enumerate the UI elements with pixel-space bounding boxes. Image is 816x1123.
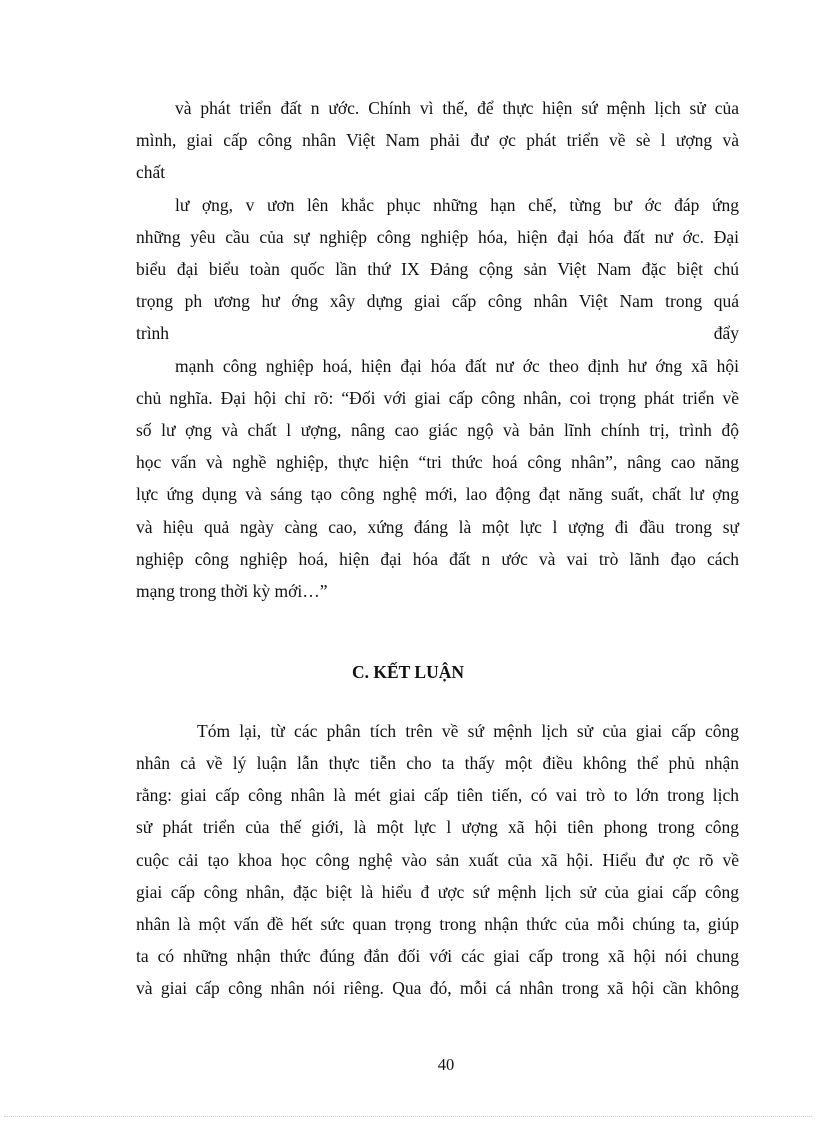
text-line: sử phát triển của thế giới, là một lực l ượng xã hội tiên phong trong công	[136, 817, 739, 837]
page-number: 40	[437, 1055, 455, 1074]
text-line: và hiệu quả ngày càng cao, xứng đáng là một lực l ượng đi đầu trong sự	[136, 517, 739, 537]
text-line: học vấn và nghề nghiệp, thực hiện “tri thức hoá công nhân”, nâng cao năng	[136, 452, 739, 472]
text-line: giai cấp công nhân, đặc biệt là hiểu đ ược sứ mệnh lịch sử của giai cấp công	[136, 882, 739, 902]
section-heading: C. KẾT LUẬN	[352, 662, 464, 682]
text-line: rằng: giai cấp công nhân là mét giai cấp tiên tiến, có vai trò to lớn trong lịch	[136, 785, 739, 805]
text-line: chất	[136, 162, 166, 182]
text-line: nhân là một vấn đề hết sức quan trọng trong nhận thức của mỗi chúng ta, giúp	[136, 914, 739, 934]
text-line: mình, giai cấp công nhân Việt Nam phải đư ợc phát triển về sè l ượng và	[136, 130, 739, 150]
text-line: ta có những nhận thức đúng đắn đối với các giai cấp trong xã hội nói chung	[136, 946, 739, 966]
text-line: biểu đại biểu toàn quốc lần thứ IX Đảng cộng sản Việt Nam đặc biệt chú	[136, 259, 739, 279]
text-line: Tóm lại, từ các phân tích trên về sứ mệnh lịch sử của giai cấp công	[197, 721, 739, 741]
text-line: số lư ợng và chất l ượng, nâng cao giác ngộ và bản lĩnh chính trị, trình độ	[136, 420, 739, 440]
text-line: mạnh công nghiệp hoá, hiện đại hóa đất nư ớc theo định hư ớng xã hội	[175, 356, 739, 376]
text-line: và giai cấp công nhân nói riêng. Qua đó, mỗi cá nhân trong xã hội cần không	[136, 978, 739, 998]
text-line: cuộc cải tạo khoa học công nghệ vào sản xuất của xã hội. Hiểu đư ợc rõ về	[136, 850, 739, 870]
text-line: lực ứng dụng và sáng tạo công nghệ mới, lao động đạt năng suất, chất lư ợng	[136, 484, 739, 504]
text-line: trọng ph ương hư ớng xây dựng giai cấp công nhân Việt Nam trong quá	[136, 291, 739, 311]
text-line: trình đẩy	[136, 323, 739, 343]
text-line: chủ nghĩa. Đại hội chỉ rõ: “Đối với giai cấp công nhân, coi trọng phát triển về	[136, 388, 739, 408]
text-line: lư ợng, v ươn lên khắc phục những hạn chế, từng bư ớc đáp ứng	[175, 195, 739, 215]
text-line: nhân cả về lý luận lẫn thực tiễn cho ta thấy một điều không thể phủ nhận	[136, 753, 739, 773]
page-bottom-border	[4, 1116, 812, 1117]
text-line: và phát triển đất n ước. Chính vì thế, để thực hiện sứ mệnh lịch sử của	[175, 98, 739, 118]
text-line: nghiệp công nghiệp hoá, hiện đại hóa đất n ước và vai trò lãnh đạo cách	[136, 549, 739, 569]
text-line: những yêu cầu của sự nghiệp công nghiệp hóa, hiện đại hóa đất nư ớc. Đại	[136, 227, 739, 247]
text-line: mạng trong thời kỳ mới…”	[136, 581, 328, 601]
